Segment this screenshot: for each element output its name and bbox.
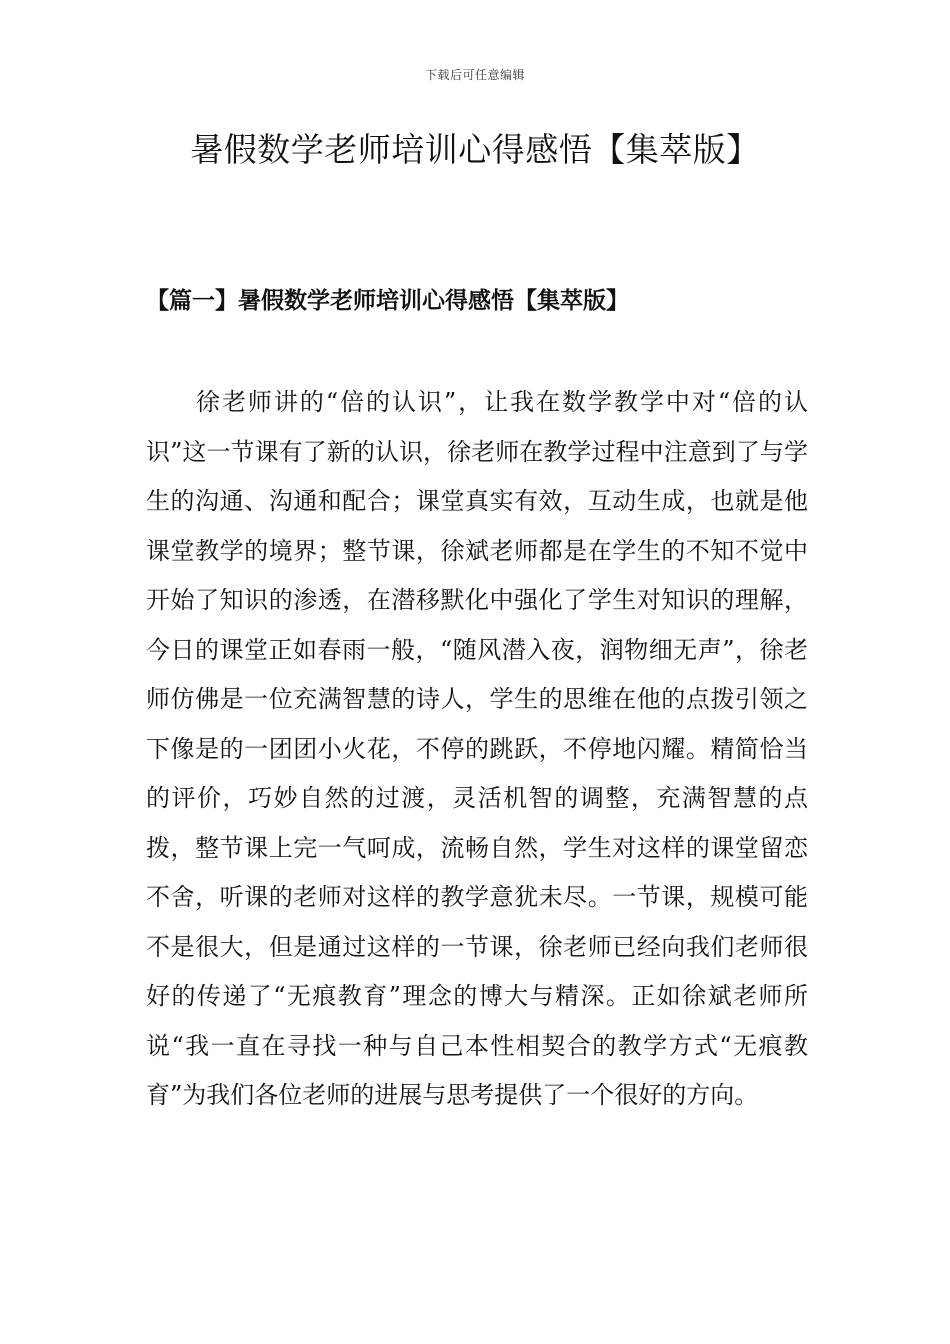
body-paragraph: 徐老师讲的“倍的认识”，让我在数学教学中对“倍的认识”这一节课有了新的认识，徐老师在教学过程中注意到了与学生的沟通、沟通和配合；课堂真实有效，互动生成，也就是他课堂教学的境界；整节课，徐斌老师都是在学生的不知不觉中开始了知识的渗透，在潜移默化中强化了学生对知识的理解，今日的课堂正如春雨一般，“随风潜入夜，润物细无声”，徐老师仿佛是一位充满智慧的诗人，学生的思维在他的点拨引领之下像是的一团团小火花，不停的跳跃，不停地闪耀。精简恰当的评价，巧妙自然的过渡，灵活机智的调整，充满智慧的点拨，整节课上完一气呵成，流畅自然，学生对这样的课堂留恋不舍，听课的老师对这样的教学意犹未尽。一节课，规模可能不是很大，但是通过这样的一节课，徐老师已经向我们老师很好的传递了“无痕教育”理念的博大与精深。正如徐斌老师所说“我一直在寻找一种与自己本性相契合的教学方式“无痕教育”为我们各位老师的进展与思考提供了一个很好的方向。 — [146, 388, 808, 1109]
section-heading: 【篇一】暑假数学老师培训心得感悟【集萃版】 — [146, 287, 629, 314]
document-title: 暑假数学老师培训心得感悟【集萃版】 — [190, 130, 760, 169]
header-note: 下载后可任意编辑 — [424, 68, 525, 82]
